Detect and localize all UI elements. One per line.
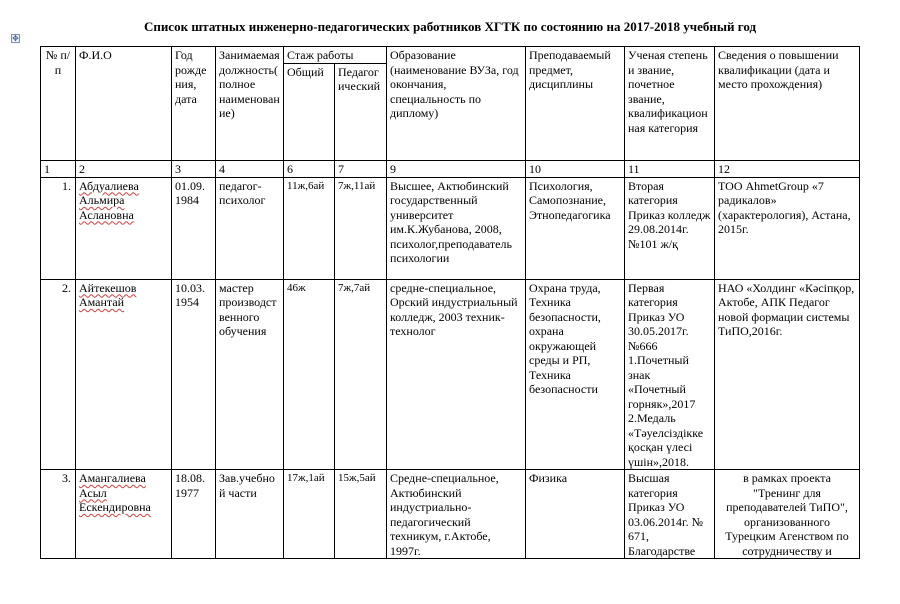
col-number: 12: [715, 161, 860, 178]
staff-table: [40, 46, 860, 559]
row-birth: 10.03. 1954: [172, 279, 216, 470]
row-qualification: в рамках проекта "Тренинг для преподавателей ТиПО", организованного Турецким Агенством по сотрудничеству и: [715, 470, 860, 559]
header-education: Образование (наименование ВУЗа, год окончания, специальность по диплому): [387, 47, 526, 161]
header-birth: Год рождения, дата: [172, 47, 216, 161]
header-no: № п/п: [41, 47, 76, 161]
table-row: [41, 470, 860, 559]
row-fio: Айтекешов Амантай: [76, 279, 172, 470]
row-position: мастер производственного обучения: [216, 279, 284, 470]
row-birth: 18.08. 1977: [172, 470, 216, 559]
col-number: 9: [387, 161, 526, 178]
row-qualification: ТОО AhmetGroup «7 радикалов» (характерология), Астана, 2015г.: [715, 177, 860, 279]
row-number: 1.: [41, 177, 76, 279]
row-subjects: Психология, Самопознание, Этнопедагогика: [526, 177, 625, 279]
header-subjects: Преподаваемый предмет, дисциплины: [526, 47, 625, 161]
header-degree: Ученая степень и звание, почетное звание, квалификационная категория: [625, 47, 715, 161]
row-position: Зав.учебной части: [216, 470, 284, 559]
row-fio: Амангалиева Асыл Ескендировна: [76, 470, 172, 559]
row-education: Средне-специальное, Актюбинский индустриально-педагогический техникум, г.Актобе, 1997г.: [387, 470, 526, 559]
row-degree: Вторая категория Приказ колледж 29.08.2014г. №101 ж/қ: [625, 177, 715, 279]
column-numbers-row: [41, 161, 860, 178]
row-education: Высшее, Актюбинский государственный университет им.К.Жубанова, 2008, психолог,преподаватель психологии: [387, 177, 526, 279]
row-degree: Высшая категория Приказ УО 03.06.2014г. № 671, Благодарстве: [625, 470, 715, 559]
row-number: 2.: [41, 279, 76, 470]
page-title: Список штатных инженерно-педагогических работников ХГТК по состоянию на 2017-2018 учебный год: [143, 19, 757, 34]
col-number: 11: [625, 161, 715, 178]
header-experience: Стаж работы: [284, 47, 387, 64]
col-number: 10: [526, 161, 625, 178]
row-subjects: Охрана труда, Техника безопасности, охрана окружающей среды и РП, Техника безопасности: [526, 279, 625, 470]
col-number: 3: [172, 161, 216, 178]
row-subjects: Физика: [526, 470, 625, 559]
row-exp-total: 46ж: [284, 279, 335, 470]
col-number: 2: [76, 161, 172, 178]
table-move-handle-icon[interactable]: ✥: [12, 34, 19, 43]
header-fio: Ф.И.О: [76, 47, 172, 161]
row-position: педагог-психолог: [216, 177, 284, 279]
header-row: [41, 47, 860, 64]
table-row: [41, 177, 860, 279]
col-number: 1: [41, 161, 76, 178]
row-exp-total: 17ж,1ай: [284, 470, 335, 559]
row-qualification: НАО «Холдинг «Кәсіпқор, Актобе, АПК Педагог новой формации системы ТиПО,2016г.: [715, 279, 860, 470]
header-position: Занимаемая должность(полное наименование): [216, 47, 284, 161]
header-exp-total: Общий: [284, 63, 335, 161]
col-number: 7: [335, 161, 387, 178]
row-education: средне-специальное, Орский индустриальный колледж, 2003 техник-технолог: [387, 279, 526, 470]
row-exp-ped: 7ж,11ай: [335, 177, 387, 279]
header-exp-ped: Педагогический: [335, 63, 387, 161]
col-number: 6: [284, 161, 335, 178]
row-number: 3.: [41, 470, 76, 559]
col-number: 4: [216, 161, 284, 178]
row-fio: Абдуалиева Альмира Аслановна: [76, 177, 172, 279]
row-exp-ped: 7ж,7ай: [335, 279, 387, 470]
header-qualification: Сведения о повышении квалификации (дата и место прохождения): [715, 47, 860, 161]
row-exp-total: 11ж,6ай: [284, 177, 335, 279]
row-birth: 01.09. 1984: [172, 177, 216, 279]
row-degree: Первая категория Приказ УО 30.05.2017г. №666 1.Почетный знак «Почетный горняк»,2017 2.Медаль «Тәуелсіздікке қосқан үлесі үшін»,2018.: [625, 279, 715, 470]
row-exp-ped: 15ж,5ай: [335, 470, 387, 559]
table-row: [41, 279, 860, 470]
